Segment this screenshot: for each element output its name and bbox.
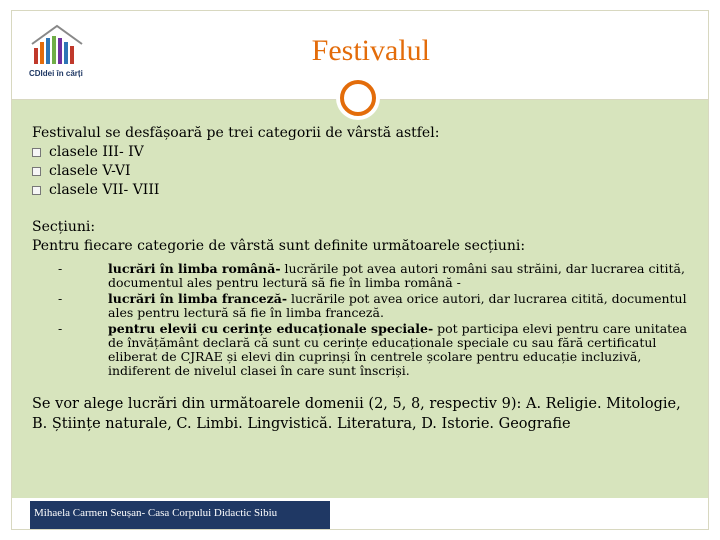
checkbox-bullet-icon — [32, 167, 41, 176]
intro-text: Festivalul se desfășoară pe trei categorii de vârstă astfel: — [32, 125, 440, 141]
category-item: clasele V-VI — [32, 162, 692, 181]
category-item: clasele III- IV — [32, 143, 692, 162]
checkbox-bullet-icon — [32, 148, 41, 157]
category-item: clasele VII- VIII — [32, 181, 692, 200]
sections-title: Secțiuni: — [32, 219, 96, 235]
section-item: - pentru elevii cu cerințe educaționale speciale- pot participa elevi pentru care unitatea de învățământ declară că sunt cu cerințe educaționale speciale cu sau fără certificatul eliberat de CJRAE și elevi din cuprinși în centrele școlare pentru educație incluzivă, indiferent de nivelul clasei în care sunt înscriși. — [58, 321, 688, 378]
sections-list — [58, 262, 692, 378]
section-item: - lucrări în limba franceză- lucrările pot avea orice autori, dar lucrarea citită, documentul ales pentru lectură să fie în limba franceză. — [58, 291, 687, 320]
circle-ornament-icon — [340, 80, 376, 116]
domains-text: Se vor alege lucrări din următoarele domenii (2, 5, 8, respectiv 9): A. Religie. Mitologie, B. Științe naturale, C. Limbi. Lingvistică. Literatura, D. Istorie. Geografie — [32, 396, 681, 432]
checkbox-bullet-icon — [32, 186, 41, 195]
section-item: - lucrări în limba română- lucrările pot avea autori români sau străini, dar lucrarea citită, documentul ales pentru lectură să fie în limba română - — [58, 261, 685, 290]
svg-text:CDIdei în cărți: CDIdei în cărți — [29, 69, 83, 78]
cdidei-logo — [26, 20, 88, 82]
slide-title: Festivalul — [311, 34, 430, 67]
footer-text: Mihaela Carmen Seușan- Casa Corpului Didactic Sibiu — [34, 507, 278, 519]
slide-body — [32, 124, 692, 434]
sections-intro: Pentru fiecare categorie de vârstă sunt definite următoarele secțiuni: — [32, 238, 526, 254]
